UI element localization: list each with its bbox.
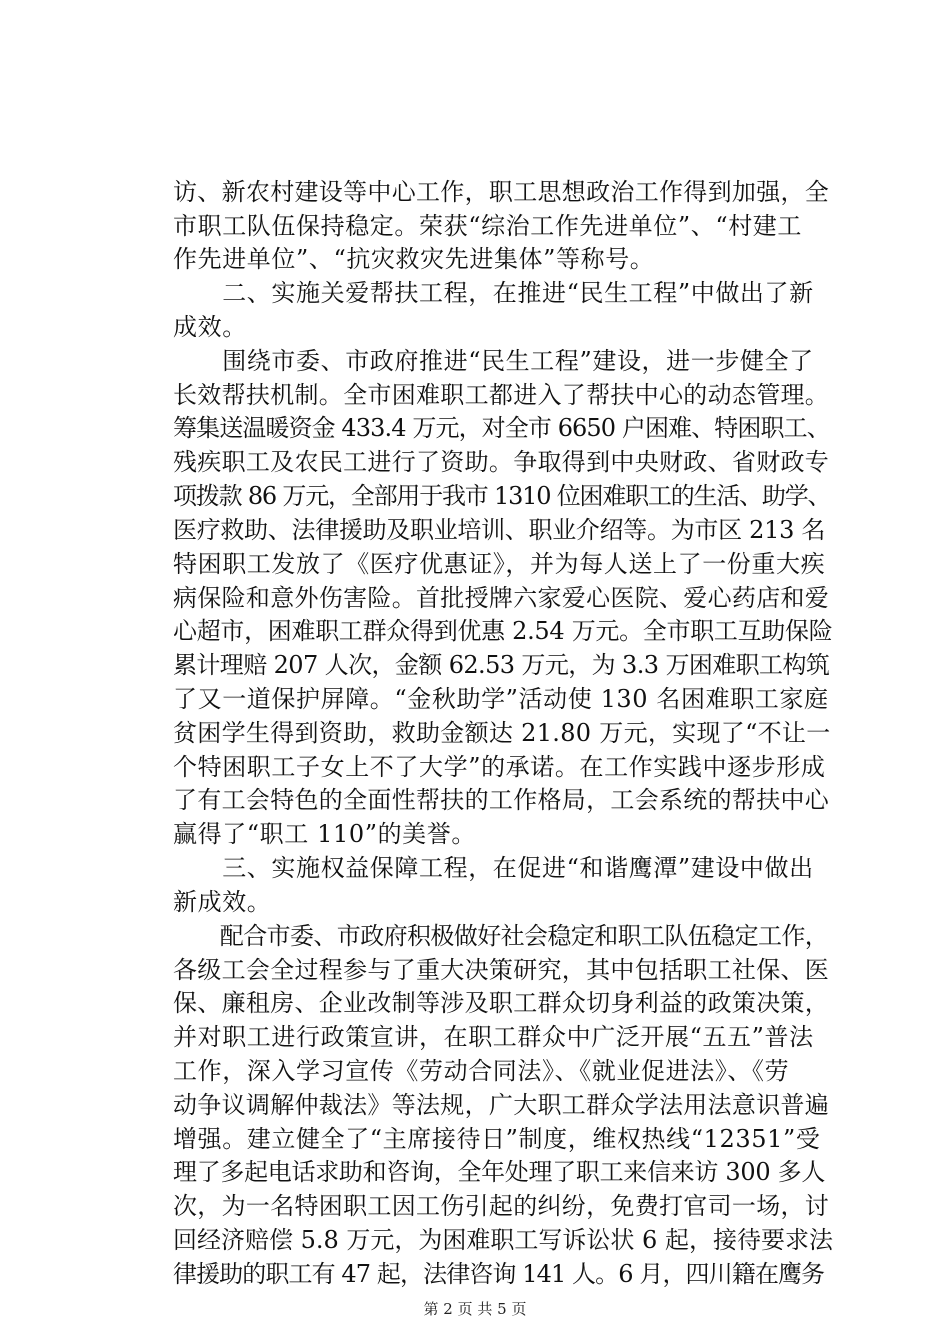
text-line: 个特困职工子女上不了大学”的承诺。在工作实践中逐步形成 <box>173 753 826 781</box>
text-line: 各级工会全过程参与了重大决策研究，其中包括职工社保、医 <box>173 956 830 984</box>
text-line: 医疗救助、法律援助及职业培训、职业介绍等。为市区 213 名 <box>173 516 826 544</box>
text-line: 次，为一名特困职工因工伤引起的纠纷，免费打官司一场，讨 <box>173 1192 830 1220</box>
page-number-footer: 第 2 页 共 5 页 <box>423 1300 527 1318</box>
text-line: 心超市，困难职工群众得到优惠 2.54 万元。全市职工互助保险 <box>173 617 833 645</box>
text-line: 保、廉租房、企业改制等涉及职工群众切身利益的政策决策， <box>173 989 830 1017</box>
text-line: 特困职工发放了《医疗优惠证》，并为每人送上了一份重大疾 <box>173 550 826 578</box>
text-line: 市职工队伍保持稳定。荣获“综治工作先进单位”、“村建工 <box>173 212 803 240</box>
text-line: 赢得了“职工 110”的美誉。 <box>173 820 476 848</box>
section-heading-2: 二、实施关爱帮扶工程，在推进“民生工程”中做出了新 <box>173 279 814 307</box>
text-line: 动争议调解仲裁法》等法规，广大职工群众学法用法意识普遍 <box>173 1091 830 1119</box>
text-line: 作先进单位”、“抗灾救灾先进集体”等称号。 <box>173 245 655 273</box>
section-heading-3: 三、实施权益保障工程，在促进“和谐鹰潭”建设中做出 <box>173 854 814 882</box>
text-line: 项拨款 86 万元，全部用于我市 1310 位困难职工的生活、助学、 <box>173 482 831 510</box>
section-heading-2-cont: 成效。 <box>173 313 247 341</box>
text-line: 配合市委、市政府积极做好社会稳定和职工队伍稳定工作， <box>173 922 829 950</box>
text-line: 理了多起电话求助和咨询，全年处理了职工来信来访 300 多人 <box>173 1158 826 1186</box>
text-line: 贫困学生得到资助，救助金额达 21.80 万元，实现了“不让一 <box>173 719 831 747</box>
text-line: 了又一道保护屏障。“金秋助学”活动使 130 名困难职工家庭 <box>173 685 829 713</box>
text-line: 筹集送温暖资金 433.4 万元，对全市 6650 户困难、特困职工、 <box>173 414 830 442</box>
section-heading-3-cont: 新成效。 <box>173 888 272 916</box>
text-line: 长效帮扶机制。全市困难职工都进入了帮扶中心的动态管理。 <box>173 381 830 409</box>
text-line: 回经济赔偿 5.8 万元，为困难职工写诉讼状 6 起，接待要求法 <box>173 1226 833 1254</box>
text-line: 残疾职工及农民工进行了资助。争取得到中央财政、省财政专 <box>173 448 830 476</box>
text-line: 工作，深入学习宣传《劳动合同法》、《就业促进法》、《劳 <box>173 1057 790 1085</box>
text-line: 访、新农村建设等中心工作，职工思想政治工作得到加强，全 <box>173 178 830 206</box>
text-line: 围绕市委、市政府推进“民生工程”建设，进一步健全了 <box>173 347 814 375</box>
text-line: 累计理赔 207 人次，金额 62.53 万元，为 3.3 万困难职工构筑 <box>173 651 830 679</box>
text-line: 并对职工进行政策宣讲，在职工群众中广泛开展“五五”普法 <box>173 1023 814 1051</box>
text-line: 了有工会特色的全面性帮扶的工作格局，工会系统的帮扶中心 <box>173 786 830 814</box>
text-line: 增强。建立健全了“主席接待日”制度，维权热线“12351”受 <box>173 1125 821 1153</box>
text-line: 律援助的职工有 47 起，法律咨询 141 人。6 月，四川籍在鹰务 <box>173 1260 825 1288</box>
text-line: 病保险和意外伤害险。首批授牌六家爱心医院、爱心药店和爱 <box>173 584 830 612</box>
